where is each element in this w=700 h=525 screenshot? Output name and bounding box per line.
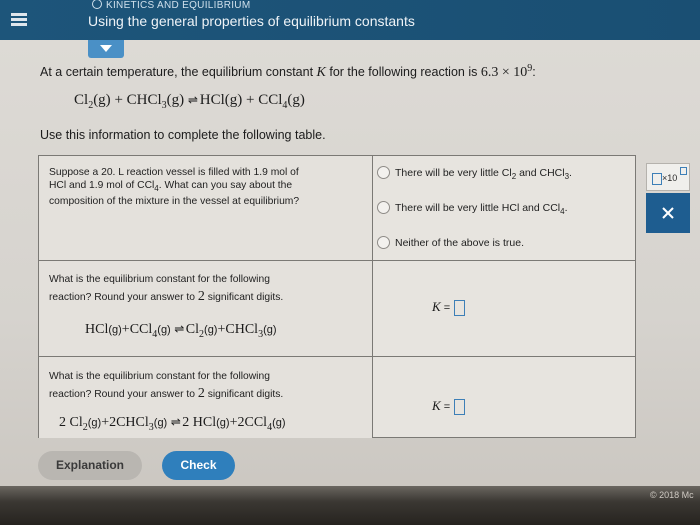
k-value: 6.3 × 10: [480, 65, 528, 81]
radio-option-neither[interactable]: Neither of the above is true.: [377, 237, 524, 249]
row3-k-input[interactable]: [454, 399, 465, 415]
page-title: Using the general properties of equilibrium constants: [88, 13, 415, 29]
hamburger-menu-icon[interactable]: [6, 6, 32, 32]
row2-digits: 2: [197, 289, 205, 304]
row3-question-text: What is the equilibrium constant for the following reaction? Round your answer to 2 significant digits.: [49, 371, 284, 401]
header-bar: [0, 0, 700, 40]
mantissa-box-icon: [652, 173, 662, 185]
row3-question-cell: [39, 357, 373, 438]
scientific-notation-button[interactable]: [646, 163, 690, 191]
radio-option-little-cl2-chcl3[interactable]: There will be very little $Cl_2$ and CHCl$_3$.: [377, 167, 572, 181]
row1-question-cell: [39, 156, 373, 260]
equilibrium-arrow-icon: ⇌: [170, 415, 179, 429]
main-reaction-equation: $Cl_2(g)$ + CHCl$_3$(g) ⇌ HCl(g) + CCl$_4$(g): [74, 92, 305, 111]
k-exponent: 9: [527, 63, 533, 74]
check-button[interactable]: Check: [162, 451, 235, 480]
row2-question-text: What is the equilibrium constant for the following reaction? Round your answer to 2 significant digits.: [49, 274, 284, 304]
footer-band: [0, 486, 700, 525]
row1-question-text: Suppose a 20. L reaction vessel is filled with 1.9 mol of HCl and 1.9 mol of CCl$_4$. What can you say about the composition of the mixture in the vessel at equilibrium?: [49, 167, 300, 208]
exponent-box-icon: [680, 167, 687, 175]
topic-text: KINETICS AND EQUILIBRIUM: [106, 0, 251, 11]
row2-question-cell: [39, 261, 373, 356]
radio-option-little-hcl-ccl4[interactable]: There will be very little HCl and CCl$_4$.: [377, 202, 568, 216]
instruction-text: Use this information to complete the following table.: [40, 128, 326, 142]
row2-k-input[interactable]: [454, 300, 465, 316]
clear-button[interactable]: [646, 193, 690, 233]
row2-answer-cell: [373, 261, 635, 356]
equilibrium-arrow-icon: ⇌: [187, 93, 196, 107]
topic-label: [92, 0, 250, 11]
row2-equation: HCl(g)+CCl$_4$(g) ⇌ $Cl_2(g)+CHCl_3(g)$: [85, 322, 277, 340]
close-icon: [646, 193, 690, 233]
row1-answer-cell: [373, 156, 635, 260]
table-row: [39, 357, 635, 438]
table-row: [39, 156, 635, 261]
radio-button[interactable]: [377, 236, 390, 249]
chevron-down-icon: [100, 45, 112, 52]
copyright-text: © 2018 Mc: [650, 490, 694, 500]
intro-statement: [40, 63, 536, 81]
equilibrium-arrow-icon: ⇌: [174, 322, 183, 336]
radio-button[interactable]: [377, 201, 390, 214]
collapse-tab-button[interactable]: [88, 40, 124, 58]
intro-suffix: :: [532, 65, 536, 80]
row3-answer-cell: [373, 357, 635, 438]
table-row: [39, 261, 635, 357]
k-symbol: K: [316, 65, 326, 81]
row3-k-field: K =: [432, 398, 465, 415]
times-ten-label: ×10: [662, 173, 678, 183]
topic-circle-icon: [92, 0, 102, 9]
row2-k-field: K =: [432, 299, 465, 316]
intro-prefix: At a certain temperature, the equilibrium constant: [40, 65, 314, 80]
explanation-button[interactable]: Explanation: [38, 451, 142, 480]
row3-equation: 2 $Cl_2(g)+2CHCl_3(g)$ ⇌ 2 HCl(g)+2CCl$_4$(g): [59, 415, 286, 433]
row3-digits: 2: [197, 386, 205, 401]
question-table: [38, 155, 636, 438]
intro-middle: for the following reaction is: [329, 65, 478, 80]
radio-button[interactable]: [377, 166, 390, 179]
